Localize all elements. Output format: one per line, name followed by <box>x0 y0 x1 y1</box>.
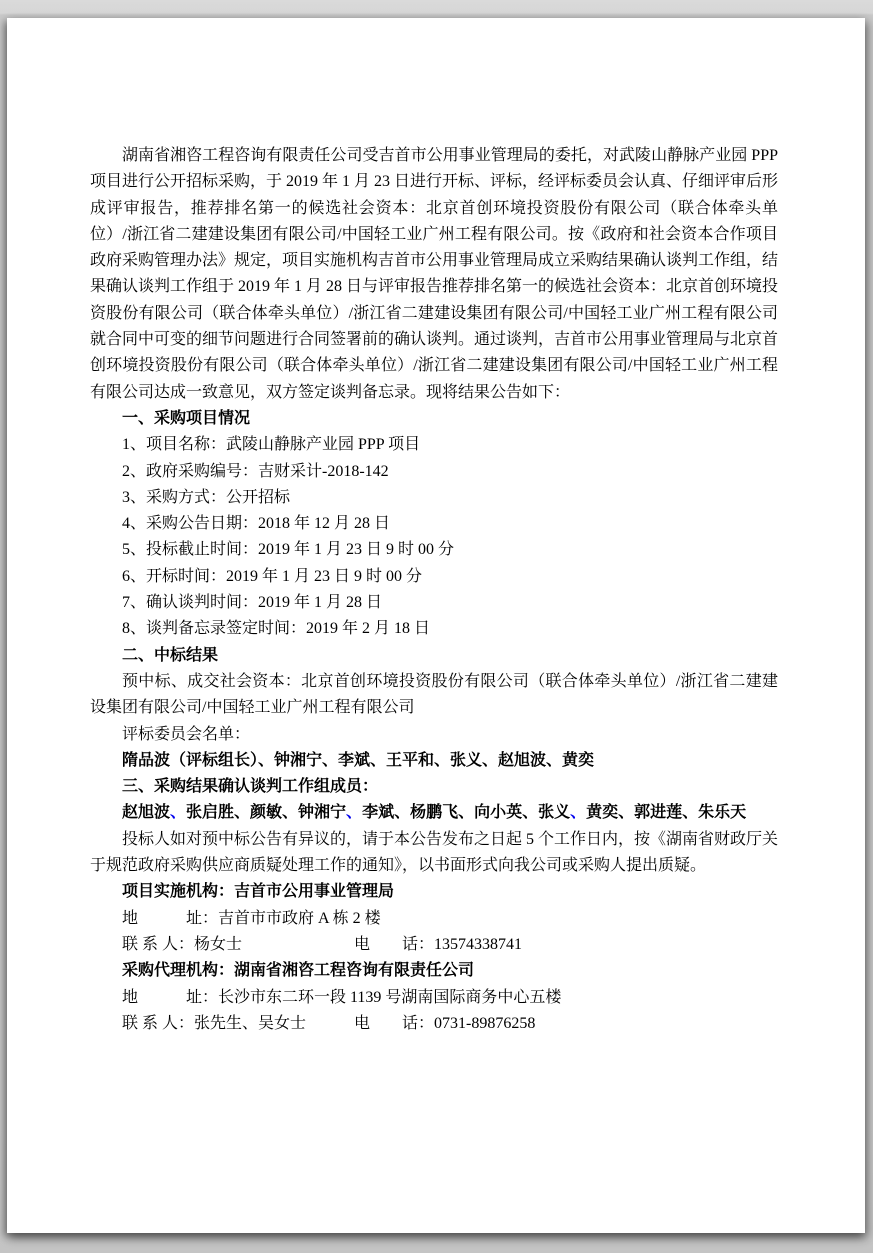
item-confirm-negotiation-time: 7、确认谈判时间：2019 年 1 月 28 日 <box>122 594 383 612</box>
intro-paragraph: 湖南省湘咨工程咨询有限责任公司受吉首市公用事业管理局的委托，对武陵山静脉产业园 PPP 项目进行公开招标采购，于 2019 年 1 月 23 日进行开标、评标，经评标委员会认真、仔细评审后形成评审报告，推荐排名第一的候选社会资本：北京首创环境投资股份有限公司（联合体牵头单位）/浙江省二建建设集团有限公司/中国轻工业广州工程有限公司。按《政府和社会资本合作项目政府采购管理办法》规定，项目实施机构吉首市公用事业管理局成立采购结果确认谈判工作组，结果确认谈判工作组于 2019 年 1 月 28 日与评审报告推荐排名第一的候选社会资本：北京首创环境投资股份有限公司（联合体牵头单位）/浙江省二建建设集团有限公司/中国轻工业广州工程有限公司就合同中可变的细节问题进行合同签署前的确认谈判。通过谈判，吉首市公用事业管理局与北京首创环境投资股份有限公司（联合体牵头单位）/浙江省二建建设集团有限公司/中国轻工业广州工程有限公司达成一致意见，双方签定谈判备忘录。现将结果公告如下： <box>90 147 779 401</box>
item-announcement-date: 4、采购公告日期：2018 年 12 月 28 日 <box>122 515 391 533</box>
agent-org-line: 采购代理机构：湖南省湘咨工程咨询有限责任公司 <box>122 962 475 980</box>
document-page <box>7 18 865 1233</box>
section-2-heading: 二、中标结果 <box>122 646 219 664</box>
item-bid-deadline: 5、投标截止时间：2019 年 1 月 23 日 9 时 00 分 <box>122 541 455 559</box>
highlighted-separator: 、 <box>570 804 587 822</box>
item-procurement-method: 3、采购方式：公开招标 <box>122 488 291 506</box>
committee-list-label: 评标委员会名单： <box>122 725 251 743</box>
text-segment: 李斌、杨鹏飞、向小英、张义 <box>362 804 571 822</box>
workgroup-names <box>90 800 778 826</box>
agency-contact-line: 联 系 人：杨女士 电 话：13574338741 <box>122 935 523 953</box>
winner-paragraph: 预中标、成交社会资本：北京首创环境投资股份有限公司（联合体牵头单位）/浙江省二建建设集团有限公司/中国轻工业广州工程有限公司 <box>90 672 778 717</box>
item-procurement-number: 2、政府采购编号：吉财采计-2018-142 <box>122 462 389 480</box>
agent-address-line: 地 址：长沙市东二环一段 1139 号湖南国际商务中心五楼 <box>122 988 562 1006</box>
text-segment: 黄奕、郭进莲、朱乐天 <box>586 804 747 822</box>
document-body <box>90 143 778 1037</box>
highlighted-separator: 、 <box>346 804 363 822</box>
text-segment: 赵旭波 <box>122 804 171 822</box>
item-project-name: 1、项目名称：武陵山静脉产业园 PPP 项目 <box>122 436 421 454</box>
agent-contact-line: 联 系 人：张先生、吴女士 电 话：0731-89876258 <box>122 1014 536 1032</box>
item-memo-signing-time: 8、谈判备忘录签定时间：2019 年 2 月 18 日 <box>122 620 431 638</box>
section-1-heading: 一、采购项目情况 <box>122 409 251 427</box>
implementing-agency-line: 项目实施机构：吉首市公用事业管理局 <box>122 883 395 901</box>
item-bid-opening-time: 6、开标时间：2019 年 1 月 23 日 9 时 00 分 <box>122 567 423 585</box>
highlighted-separator: 、 <box>170 804 187 822</box>
section-3-heading: 三、采购结果确认谈判工作组成员： <box>122 778 379 796</box>
text-segment: 张启胜、颜敏、钟湘宁 <box>186 804 347 822</box>
agency-address-line: 地 址：吉首市市政府 A 栋 2 楼 <box>122 909 381 927</box>
committee-names: 隋品波（评标组长）、钟湘宁、李斌、王平和、张义、赵旭波、黄奕 <box>122 751 595 769</box>
objection-paragraph: 投标人如对预中标公告有异议的，请于本公告发布之日起 5 个工作日内，按《湖南省财政厅关于规范政府采购供应商质疑处理工作的通知》，以书面形式向我公司或采购人提出质疑。 <box>90 830 779 875</box>
